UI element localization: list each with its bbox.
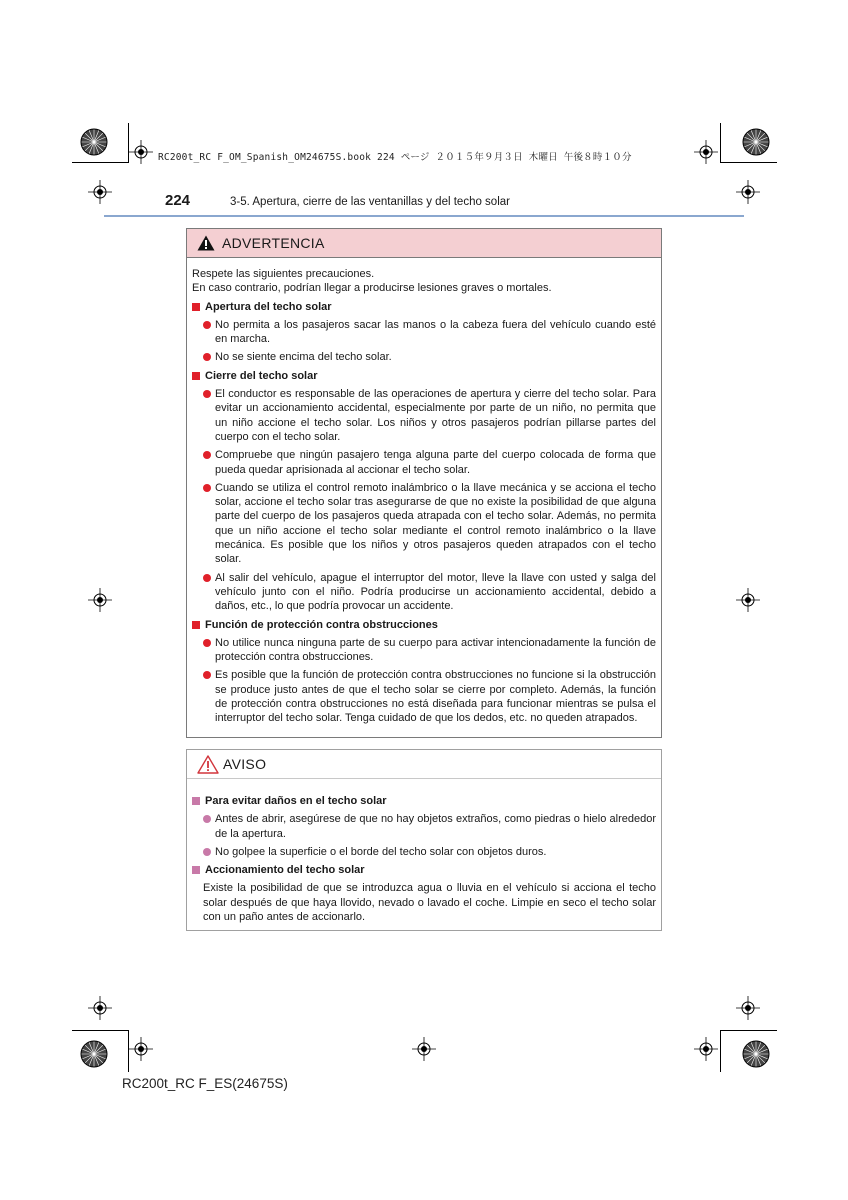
crop-mark: [72, 162, 129, 163]
registration-rosette-icon: [742, 128, 770, 156]
warning-intro: Respete las siguientes precauciones.: [192, 268, 375, 280]
warning-header: [187, 229, 661, 258]
warning-heading: Cierre del techo solar: [192, 369, 656, 383]
crop-mark: [72, 1030, 129, 1031]
notice-heading: Accionamiento del techo solar: [192, 863, 656, 877]
notice-paragraph: Existe la posibilidad de que se introduzca agua o lluvia en el vehículo si acciona el techo solar después de que haya llovido, nevado o lavado el coche. Limpie en seco el techo solar con un paño antes de accionarlo.: [203, 882, 656, 924]
round-bullet-icon: [203, 848, 211, 856]
warning-triangle-icon: [197, 235, 215, 251]
warning-bullet: Compruebe que ningún pasajero tenga alguna parte del cuerpo colocada de forma que pueda quedar aprisionada al accionar el techo solar.: [192, 448, 656, 477]
round-bullet-icon: [203, 390, 211, 398]
header-rule: [104, 215, 744, 217]
warning-bullet: Al salir del vehículo, apague el interruptor del motor, lleve la llave con usted y salga del vehículo junto con el niño. Podría producirse un accionamiento accidental, debido a daños, etc., lo que podría provocar un accidente.: [192, 571, 656, 614]
notice-header: [187, 750, 661, 779]
crop-mark: [720, 123, 721, 163]
registration-rosette-icon: [80, 128, 108, 156]
warning-title: ADVERTENCIA: [222, 235, 325, 251]
notice-heading: Para evitar daños en el techo solar: [192, 794, 656, 808]
warning-intro: En caso contrario, podrían llegar a producirse lesiones graves o mortales.: [192, 282, 552, 295]
warning-bullet: Cuando se utiliza el control remoto inalámbrico o la llave mecánica y se acciona el techo solar, accione el techo solar tras asegurarse de que no existe la posibilidad de que alguna parte del cuerpo de los pasajeros queda atrapada con el techo solar. Además, no permita que un niño accione el techo solar mediante el control remoto inalámbrico o la llave mecánica. Es posible que los niños y otros pasajeros queden atrapados con el techo solar.: [192, 481, 656, 567]
registration-crosshair-icon: [88, 180, 112, 204]
caution-triangle-icon: [197, 755, 219, 774]
square-bullet-icon: [192, 372, 200, 380]
registration-crosshair-icon: [412, 1037, 436, 1061]
registration-crosshair-icon: [694, 140, 718, 164]
registration-crosshair-icon: [694, 1037, 718, 1061]
registration-crosshair-icon: [736, 180, 760, 204]
square-bullet-icon: [192, 866, 200, 874]
section-title: 3-5. Apertura, cierre de las ventanillas y del techo solar: [230, 196, 510, 208]
registration-rosette-icon: [742, 1040, 770, 1068]
crop-mark: [720, 1030, 721, 1072]
registration-crosshair-icon: [736, 996, 760, 1020]
registration-crosshair-icon: [736, 588, 760, 612]
round-bullet-icon: [203, 639, 211, 647]
warning-bullet: No se siente encima del techo solar.: [192, 350, 656, 364]
notice-bullet: Antes de abrir, asegúrese de que no hay objetos extraños, como piedras o hielo alrededor de la apertura.: [192, 812, 656, 841]
notice-bullet: No golpee la superficie o el borde del techo solar con objetos duros.: [192, 845, 656, 859]
print-header: RC200t_RC F_OM_Spanish_OM24675S.book 224 ページ ２０１５年９月３日 木曜日 午後８時１０分: [158, 152, 632, 163]
footer-code: RC200t_RC F_ES(24675S): [122, 1076, 288, 1091]
warning-box: [186, 228, 662, 738]
square-bullet-icon: [192, 621, 200, 629]
square-bullet-icon: [192, 797, 200, 805]
warning-bullet: No permita a los pasajeros sacar las manos o la cabeza fuera del vehículo cuando esté en marcha.: [192, 318, 656, 347]
notice-body: [187, 779, 661, 924]
round-bullet-icon: [203, 321, 211, 329]
square-bullet-icon: [192, 303, 200, 311]
round-bullet-icon: [203, 353, 211, 361]
warning-bullet: Es posible que la función de protección contra obstrucciones no funcione si la obstrucción se produce justo antes de que el techo solar se cierre por completo. Además, la función de protección contra obstrucciones no está diseñada para funcionar mientras se pulsa el interruptor del techo solar. Tenga cuidado de que los dedos, etc. no queden atrapados.: [192, 668, 656, 725]
round-bullet-icon: [203, 815, 211, 823]
registration-crosshair-icon: [88, 996, 112, 1020]
round-bullet-icon: [203, 671, 211, 679]
notice-title: AVISO: [223, 756, 267, 772]
round-bullet-icon: [203, 574, 211, 582]
registration-rosette-icon: [80, 1040, 108, 1068]
warning-heading: Apertura del techo solar: [192, 300, 656, 314]
registration-crosshair-icon: [129, 140, 153, 164]
crop-mark: [720, 1030, 777, 1031]
crop-mark: [720, 162, 777, 163]
warning-bullet: No utilice nunca ninguna parte de su cuerpo para activar intencionadamente la función de protección contra obstrucciones.: [192, 636, 656, 665]
registration-crosshair-icon: [88, 588, 112, 612]
warning-body: [187, 258, 661, 726]
round-bullet-icon: [203, 451, 211, 459]
notice-box: [186, 749, 662, 931]
page-number: 224: [165, 192, 191, 209]
warning-heading: Función de protección contra obstrucciones: [192, 618, 656, 632]
registration-crosshair-icon: [129, 1037, 153, 1061]
warning-bullet: El conductor es responsable de las operaciones de apertura y cierre del techo solar. Para evitar un accionamiento accidental, especialmente por parte de un niño, no permita que un niño accione el techo solar. Los niños y otros pasajeros podrían pillarse partes del cuerpo con el techo solar.: [192, 387, 656, 444]
round-bullet-icon: [203, 484, 211, 492]
